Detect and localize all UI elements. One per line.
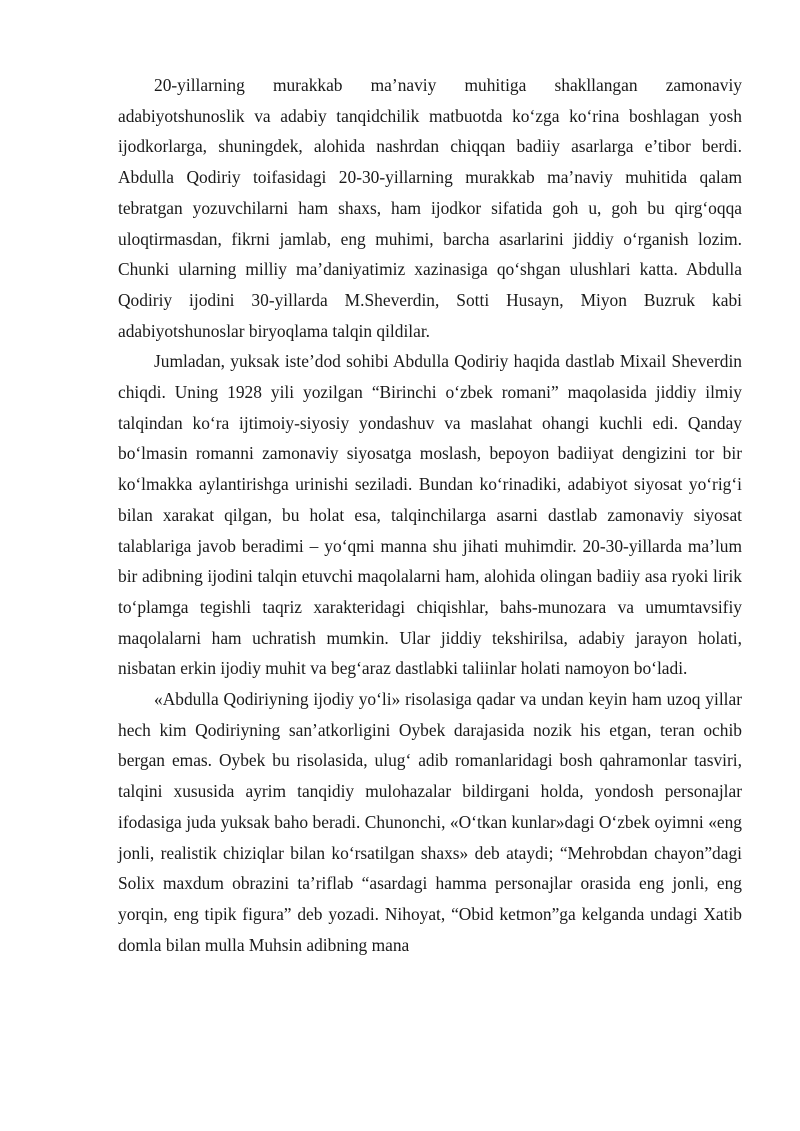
paragraph: «Abdulla Qodiriyning ijodiy yo‘li» risolasiga qadar va undan keyin ham uzoq yillar hech kim Qodiriyning san’atkorligini Oybek darajasida nozik his etgan, teran ochib bergan emas. Oybek bu risolasida, ulug‘ adib romanlaridagi bosh qahramonlar tasviri, talqini xususida ayrim tanqidiy mulohazalar bildirgani holda, yondosh personajlar ifodasiga juda yuksak baho beradi. Chunonchi, «O‘tkan kunlar»dagi O‘zbek oyimni «eng jonli, realistik chiziqlar bilan ko‘rsatilgan shaxs» deb ataydi; “Mehrobdan chayon”dagi Solix maxdum obrazini ta’riflab “asardagi hamma personajlar orasida eng jonli, eng yorqin, eng tipik figura” deb yozadi. Nihoyat, “Obid ketmon”ga kelganda undagi Xatib domla bilan mulla Muhsin adibning mana	[118, 689, 742, 955]
paragraph: Jumladan, yuksak iste’dod sohibi Abdulla Qodiriy haqida dastlab Mixail Sheverdin chiqdi. Uning 1928 yili yozilgan “Birinchi o‘zbek romani” maqolasida jiddiy ilmiy talqindan ko‘ra ijtimoiy-siyosiy yondashuv va maslahat ohangi kuchli edi. Qanday bo‘lmasin romanni zamonaviy siyosatga moslash, bepoyon badiiyat dengizini tor bir ko‘lmakka aylantirishga urinishi seziladi. Bundan ko‘rinadiki, adabiyot siyosat yo‘rig‘i bilan xarakat qilgan, bu holat esa, talqinchilarga asarni dastlab zamonaviy siyosat talablariga javob beradimi – yo‘qmi manna shu jihati muhimdir. 20-30-yillarda ma’lum bir adibning ijodini talqin etuvchi maqolalarni ham, alohida olingan badiiy asa ryoki lirik to‘plamga tegishli taqriz xarakteridagi chiqishlar, bahs-munozara va umumtavsifiy maqolalarni ham uchratish mumkin. Ular jiddiy tekshirilsa, adabiy jarayon holati, nisbatan erkin ijodiy muhit va beg‘araz dastlabki taliinlar holati namoyon bo‘ladi.	[118, 351, 742, 679]
paragraph: 20-yillarning murakkab ma’naviy muhitiga shakllangan zamonaviy adabiyotshunoslik va adabiy tanqidchilik matbuotda ko‘zga ko‘rina boshlagan yosh ijodkorlarga, shuningdek, alohida nashrdan chiqqan badiiy asarlarga e’tibor berdi. Abdulla Qodiriy toifasidagi 20-30-yillarning murakkab ma’naviy muhitida qalam tebratgan yozuvchilarni ham shaxs, ham ijodkor sifatida goh u, goh bu qirg‘oqqa uloqtirmasdan, fikrni jamlab, eng muhimi, barcha asarlarini jiddiy o‘rganish lozim. Chunki ularning milliy ma’daniyatimiz xazinasiga qo‘shgan ulushlari katta. Abdulla Qodiriy ijodini 30-yillarda M.Sheverdin, Sotti Husayn, Miyon Buzruk kabi adabiyotshunoslar biryoqlama talqin qildilar.	[118, 75, 742, 341]
document-page	[118, 70, 742, 960]
